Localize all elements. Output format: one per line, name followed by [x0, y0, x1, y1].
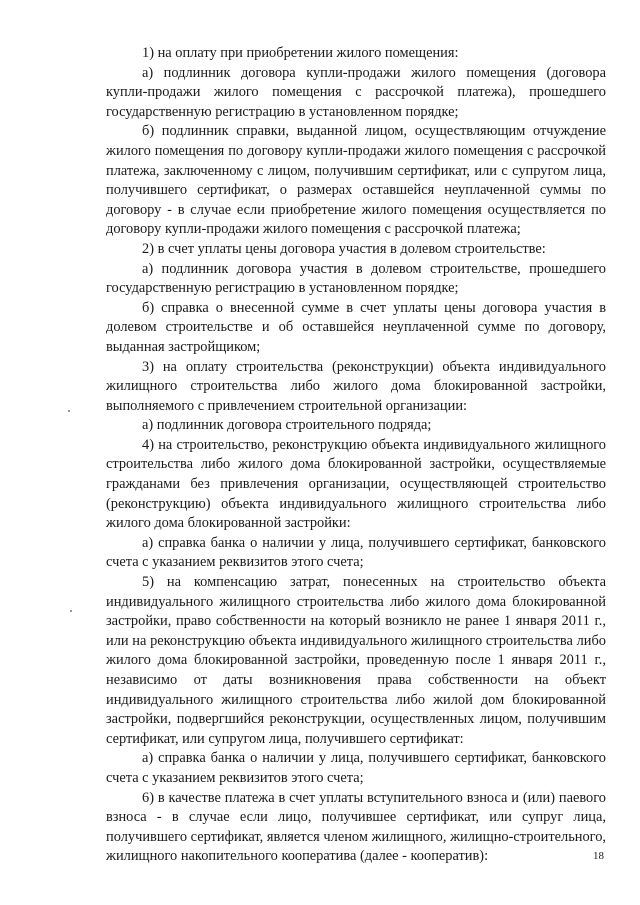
scan-speck	[68, 410, 70, 412]
paragraph-4a: а) справка банка о наличии у лица, получившего сертификат, банковского счета с указанием реквизитов этого счета;	[106, 534, 606, 571]
paragraph-1b: б) подлинник справки, выданной лицом, осуществляющим отчуждение жилого помещения по договору купли-продажи жилого помещения с рассрочкой платежа, заключенному с лицом, получившим сертификат, или с супругом лица, получившего сертификат, о размерах оставшейся неуплаченной суммы по договору - в случае если приобретение жилого помещения осуществляется по договору купли-продажи жилого помещения с рассрочкой платежа;	[106, 123, 606, 238]
paragraph-2a: а) подлинник договора участия в долевом строительстве, прошедшего государственную регистрацию в установленном порядке;	[106, 260, 606, 297]
paragraph-3a: а) подлинник договора строительного подряда;	[142, 417, 432, 434]
paragraph-1: 1) на оплату при приобретении жилого помещения:	[142, 45, 459, 61]
paragraph-2b: б) справка о внесенной сумме в счет уплаты цены договора участия в долевом строительстве и об оставшейся неуплаченной сумме по договору, выданная застройщиком;	[106, 299, 606, 355]
paragraph-2: 2) в счет уплаты цены договора участия в долевом строительстве:	[142, 240, 546, 257]
paragraph-6: 6) в качестве платежа в счет уплаты вступительного взноса и (или) паевого взноса - в случае если лицо, получившее сертификат, или супруг лица, получившего сертификат, является членом жилищного, жилищно-строительного, жилищного накопительного кооператива (далее - кооператив):	[106, 789, 606, 865]
paragraph-5a: а) справка банка о наличии у лица, получившего сертификат, банковского счета с указанием реквизитов этого счета;	[106, 750, 606, 786]
scan-speck	[70, 610, 72, 612]
document-body	[106, 44, 606, 867]
paragraph-3: 3) на оплату строительства (реконструкции) объекта индивидуального жилищного строительства либо жилого дома блокированной застройки, выполняемого с привлечением строительной организации:	[106, 358, 606, 414]
paragraph-4: 4) на строительство, реконструкцию объекта индивидуального жилищного строительства либо жилого дома блокированной застройки, осуществляемые гражданами без привлечения организации, осуществляющей строительство (реконструкцию) объекта индивидуального жилищного строительства либо жилого дома блокированной застройки:	[106, 436, 606, 532]
paragraph-5: 5) на компенсацию затрат, понесенных на строительство объекта индивидуального жилищного строительства либо жилого дома блокированной застройки, право собственности на который возникло не ранее 1 января 2011 г., или на реконструкцию объекта индивидуального жилищного строительства либо жилого дома блокированной застройки, проведенную после 1 января 2011 г., независимо от даты возникновения права собственности на объект индивидуального жилищного строительства либо жилой дом блокированной застройки, подвергшийся реконструкции, осуществленных лицом, получившим сертификат, или супругом лица, получившего сертификат:	[106, 574, 606, 747]
paragraph-1a: а) подлинник договора купли-продажи жилого помещения (договора купли-продажи жилого помещения с рассрочкой платежа), прошедшего государственную регистрацию в установленном порядке;	[106, 64, 606, 120]
page-number: 18	[593, 850, 604, 862]
